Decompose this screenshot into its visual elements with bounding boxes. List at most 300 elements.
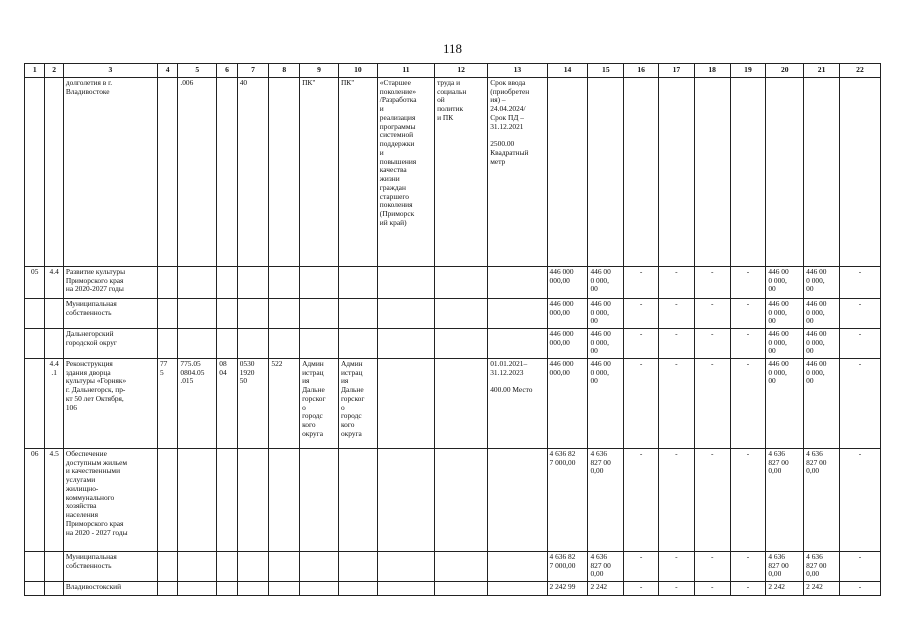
cell-col-14 — [547, 552, 588, 582]
cell-text: - — [639, 582, 643, 591]
cell-col-19 — [730, 582, 766, 596]
cell-text: - — [710, 329, 714, 338]
cell-col-17 — [659, 552, 695, 582]
cell-col-7 — [237, 359, 269, 449]
cell-col-12 — [435, 329, 488, 359]
cell-col-11 — [377, 552, 434, 582]
cell-text: Дальнегорский городской округ — [65, 329, 117, 347]
cell-col-10 — [338, 552, 377, 582]
cell-col-18 — [694, 299, 730, 329]
cell-text: 0530 1920 50 — [239, 359, 255, 386]
cell-col-3 — [63, 582, 157, 596]
cell-col-17 — [659, 299, 695, 329]
cell-col-9 — [300, 359, 339, 449]
cell-col-6 — [217, 299, 237, 329]
cell-col-5 — [178, 78, 217, 267]
cell-col-21 — [804, 299, 840, 329]
cell-col-5 — [178, 329, 217, 359]
column-number-9: 9 — [300, 64, 339, 78]
cell-col-5 — [178, 449, 217, 552]
cell-col-15 — [588, 582, 624, 596]
cell-text: - — [675, 449, 678, 458]
cell-text: - — [858, 359, 862, 368]
cell-col-15 — [588, 449, 624, 552]
cell-col-17 — [659, 267, 695, 299]
cell-col-5 — [178, 582, 217, 596]
column-number-10: 10 — [338, 64, 377, 78]
cell-text: Админ истрац ия Дальне горског о городс кого округа — [340, 359, 365, 438]
cell-col-12 — [435, 582, 488, 596]
cell-col-20 — [766, 78, 804, 267]
cell-col-3 — [63, 78, 157, 267]
cell-col-10 — [338, 267, 377, 299]
column-number-17: 17 — [659, 64, 695, 78]
cell-text: 4.5 — [49, 449, 59, 458]
cell-col-18 — [694, 329, 730, 359]
cell-col-15 — [588, 78, 624, 267]
cell-col-15 — [588, 329, 624, 359]
cell-col-20 — [766, 329, 804, 359]
cell-col-3 — [63, 267, 157, 299]
cell-text: Муниципальная собственность — [65, 552, 117, 570]
cell-col-11 — [377, 329, 434, 359]
column-number-2: 2 — [45, 64, 63, 78]
cell-col-20 — [766, 582, 804, 596]
column-number-6: 6 — [217, 64, 237, 78]
column-number-20: 20 — [766, 64, 804, 78]
cell-col-8 — [269, 299, 300, 329]
cell-col-16 — [624, 449, 659, 552]
cell-text: Владивостокский — [65, 582, 122, 591]
cell-col-6 — [217, 329, 237, 359]
cell-text: - — [858, 552, 862, 561]
cell-col-21 — [804, 329, 840, 359]
cell-col-14 — [547, 449, 588, 552]
cell-text: 775.05 0804.05 .015 — [180, 359, 205, 386]
cell-text: - — [675, 582, 678, 591]
cell-text: - — [746, 552, 750, 561]
cell-text: - — [746, 449, 750, 458]
cell-col-19 — [730, 359, 766, 449]
cell-col-13 — [488, 359, 547, 449]
cell-col-4 — [157, 449, 177, 552]
cell-text: 446 00 0 000, 00 — [806, 299, 827, 326]
cell-text: 4.4 — [49, 267, 59, 276]
cell-col-14 — [547, 329, 588, 359]
cell-col-7 — [237, 267, 269, 299]
cell-text: 4 636 82 7 000,00 — [549, 552, 576, 570]
cell-text: 4 636 827 00 0,00 — [806, 449, 827, 476]
cell-text: 446 00 0 000, 00 — [806, 267, 827, 294]
cell-text: - — [710, 552, 714, 561]
cell-text: 2 242 — [768, 582, 785, 591]
cell-text: - — [746, 359, 750, 368]
cell-col-1 — [25, 582, 45, 596]
cell-text: - — [746, 267, 750, 276]
cell-col-20 — [766, 552, 804, 582]
cell-col-2 — [45, 552, 63, 582]
cell-text: 2 242 99 — [549, 582, 576, 591]
cell-text: - — [858, 582, 862, 591]
cell-col-18 — [694, 582, 730, 596]
cell-text: - — [675, 552, 678, 561]
cell-text: 4.4 .1 — [49, 359, 59, 377]
cell-col-14 — [547, 299, 588, 329]
cell-col-16 — [624, 78, 659, 267]
cell-text: 40 — [239, 78, 248, 87]
cell-text: - — [675, 329, 678, 338]
cell-col-14 — [547, 267, 588, 299]
cell-col-7 — [237, 329, 269, 359]
cell-col-22 — [839, 329, 880, 359]
row-4-5-vladivostok — [25, 582, 881, 596]
cell-col-2 — [45, 78, 63, 267]
header-row — [25, 64, 881, 78]
cell-text: 446 000 000,00 — [549, 359, 574, 377]
cell-col-5 — [178, 359, 217, 449]
cell-col-8 — [269, 552, 300, 582]
cell-col-13 — [488, 552, 547, 582]
cell-col-15 — [588, 359, 624, 449]
column-number-3: 3 — [63, 64, 157, 78]
cell-col-9 — [300, 449, 339, 552]
cell-col-3 — [63, 449, 157, 552]
cell-col-4 — [157, 267, 177, 299]
cell-col-2 — [45, 359, 63, 449]
cell-text: - — [746, 582, 750, 591]
cell-col-10 — [338, 449, 377, 552]
cell-text: - — [639, 299, 643, 308]
cell-text: 446 00 0 000, 00 — [806, 359, 827, 386]
cell-text: 4 636 827 00 0,00 — [590, 552, 611, 579]
cell-col-7 — [237, 299, 269, 329]
cell-col-10 — [338, 359, 377, 449]
cell-col-22 — [839, 449, 880, 552]
page-number: 118 — [442, 41, 463, 56]
cell-text: 446 00 0 000, 00 — [768, 267, 789, 294]
cell-text: труда и социальн ой политик и ПК — [437, 78, 467, 122]
cell-col-17 — [659, 582, 695, 596]
cell-col-21 — [804, 449, 840, 552]
cell-col-9 — [300, 299, 339, 329]
cell-col-19 — [730, 78, 766, 267]
cell-col-21 — [804, 359, 840, 449]
row-4-4-1 — [25, 359, 881, 449]
program-table — [24, 63, 881, 596]
cell-text: - — [639, 329, 643, 338]
cell-col-14 — [547, 582, 588, 596]
cell-col-10 — [338, 329, 377, 359]
cell-col-15 — [588, 267, 624, 299]
cell-col-11 — [377, 449, 434, 552]
cell-col-6 — [217, 552, 237, 582]
cell-text: 2 242 — [590, 582, 608, 591]
cell-col-19 — [730, 449, 766, 552]
cell-col-4 — [157, 78, 177, 267]
cell-text: .006 — [180, 78, 194, 87]
cell-col-13 — [488, 449, 547, 552]
cell-col-22 — [839, 267, 880, 299]
cell-col-13 — [488, 299, 547, 329]
cell-col-3 — [63, 329, 157, 359]
cell-col-1 — [25, 299, 45, 329]
cell-col-21 — [804, 552, 840, 582]
cell-col-16 — [624, 552, 659, 582]
cell-text: 446 000 000,00 — [549, 299, 574, 317]
cell-col-8 — [269, 78, 300, 267]
row-4-5 — [25, 449, 881, 552]
cell-text: - — [746, 299, 750, 308]
row-4-4 — [25, 267, 881, 299]
cell-text: - — [639, 552, 643, 561]
cell-col-18 — [694, 267, 730, 299]
cell-text: 77 5 — [159, 359, 168, 377]
cell-text: Обеспечение доступным жильем и качественными услугами жилищно- коммунального хозяйства населения Приморского края на 2020 - 2027 годы — [65, 449, 128, 537]
cell-col-1 — [25, 78, 45, 267]
cell-col-9 — [300, 329, 339, 359]
cell-col-18 — [694, 78, 730, 267]
cell-text: Срок ввода (приобретен ия) – 24.04.2024/ Срок ПД – 31.12.2021 2500.00 Квадратный метр — [490, 78, 530, 166]
cell-col-16 — [624, 359, 659, 449]
cell-col-22 — [839, 299, 880, 329]
cell-col-16 — [624, 582, 659, 596]
cell-col-1 — [25, 552, 45, 582]
cell-text: - — [710, 299, 714, 308]
cell-text: 2 242 — [806, 582, 823, 591]
cell-text: - — [858, 267, 862, 276]
cell-col-4 — [157, 299, 177, 329]
cell-col-19 — [730, 552, 766, 582]
cell-col-5 — [178, 299, 217, 329]
cell-col-12 — [435, 78, 488, 267]
cell-col-1 — [25, 267, 45, 299]
cell-col-2 — [45, 299, 63, 329]
cell-col-13 — [488, 78, 547, 267]
cell-col-19 — [730, 329, 766, 359]
cell-col-19 — [730, 299, 766, 329]
cell-col-7 — [237, 449, 269, 552]
cell-text: «Старшее поколение» /Разработка и реализация программы системной поддержки и повышения качества жизни граждан старшего поколения (Приморск ий край) — [379, 78, 417, 227]
cell-col-10 — [338, 299, 377, 329]
cell-col-2 — [45, 449, 63, 552]
cell-text: 446 00 0 000, 00 — [806, 329, 827, 356]
cell-text: 05 — [31, 267, 39, 276]
cell-text: - — [858, 329, 862, 338]
cell-col-12 — [435, 552, 488, 582]
cell-col-22 — [839, 582, 880, 596]
cell-text: 4 636 827 00 0,00 — [590, 449, 611, 476]
cell-col-22 — [839, 359, 880, 449]
cell-text: 4 636 82 7 000,00 — [549, 449, 576, 467]
cell-text: Админ истрац ия Дальне горског о городс кого округа — [302, 359, 326, 438]
cell-col-12 — [435, 359, 488, 449]
cell-col-13 — [488, 267, 547, 299]
cell-text: 01.01.2021– 31.12.2023 400.00 Место — [490, 359, 533, 395]
cell-col-15 — [588, 299, 624, 329]
cell-col-14 — [547, 359, 588, 449]
cell-col-9 — [300, 582, 339, 596]
cell-text: Муниципальная собственность — [65, 299, 117, 317]
cell-col-9 — [300, 78, 339, 267]
cell-col-18 — [694, 552, 730, 582]
column-number-21: 21 — [804, 64, 840, 78]
cell-text: ПК" — [340, 78, 355, 87]
cell-text: 08 04 — [219, 359, 227, 377]
cell-col-5 — [178, 267, 217, 299]
cell-col-1 — [25, 329, 45, 359]
column-number-12: 12 — [435, 64, 488, 78]
cell-col-3 — [63, 359, 157, 449]
cell-text: - — [675, 267, 678, 276]
cell-col-6 — [217, 359, 237, 449]
cell-col-20 — [766, 267, 804, 299]
cell-col-8 — [269, 267, 300, 299]
column-number-11: 11 — [377, 64, 434, 78]
column-number-16: 16 — [624, 64, 659, 78]
cell-text: Развитие культуры Приморского края на 2020-2027 годы — [65, 267, 126, 294]
cell-text: - — [675, 359, 678, 368]
cell-text: - — [710, 449, 714, 458]
row-4-4-municipal — [25, 299, 881, 329]
cell-col-13 — [488, 329, 547, 359]
cell-text: - — [710, 359, 714, 368]
cell-col-21 — [804, 267, 840, 299]
cell-col-17 — [659, 359, 695, 449]
cell-col-9 — [300, 267, 339, 299]
cell-col-16 — [624, 299, 659, 329]
cell-text: долголетия в г. Владивостоке — [65, 78, 113, 96]
cell-col-21 — [804, 78, 840, 267]
column-number-8: 8 — [269, 64, 300, 78]
column-number-4: 4 — [157, 64, 177, 78]
cell-col-4 — [157, 359, 177, 449]
column-number-18: 18 — [694, 64, 730, 78]
cell-col-10 — [338, 582, 377, 596]
cell-col-11 — [377, 359, 434, 449]
cell-col-11 — [377, 299, 434, 329]
cell-text: 446 00 0 000, 00 — [590, 329, 611, 356]
cell-text: 446 00 0 000, 00 — [768, 359, 789, 386]
cell-text: Реконструкция здания дворца культуры «Горняк» г. Дальнегорск, пр- кт 50 лет Октября, 106 — [65, 359, 127, 412]
cell-col-6 — [217, 582, 237, 596]
cell-text: - — [639, 267, 643, 276]
cell-text: 4 636 827 00 0,00 — [806, 552, 827, 579]
row-4-5-municipal — [25, 552, 881, 582]
cell-col-7 — [237, 552, 269, 582]
cell-col-19 — [730, 267, 766, 299]
cell-col-8 — [269, 329, 300, 359]
cell-col-6 — [217, 267, 237, 299]
cell-text: 4 636 827 00 0,00 — [768, 449, 789, 476]
cell-col-16 — [624, 267, 659, 299]
cell-text: - — [746, 329, 750, 338]
cell-text: 4 636 827 00 0,00 — [768, 552, 789, 579]
table-body — [25, 64, 881, 596]
cell-col-4 — [157, 329, 177, 359]
column-number-15: 15 — [588, 64, 624, 78]
cell-text: 446 00 0 000, 00 — [768, 329, 789, 356]
cell-col-16 — [624, 329, 659, 359]
cell-text: 522 — [271, 359, 283, 368]
cell-text: - — [675, 299, 678, 308]
cell-text: 446 00 0 000, 00 — [768, 299, 789, 326]
cell-col-22 — [839, 78, 880, 267]
column-number-22: 22 — [839, 64, 880, 78]
column-number-5: 5 — [178, 64, 217, 78]
cell-col-20 — [766, 449, 804, 552]
cell-text: - — [858, 449, 862, 458]
cell-text: - — [710, 582, 714, 591]
column-number-19: 19 — [730, 64, 766, 78]
cell-col-4 — [157, 582, 177, 596]
cell-col-17 — [659, 449, 695, 552]
cell-col-20 — [766, 359, 804, 449]
cell-col-17 — [659, 329, 695, 359]
cell-text: - — [639, 449, 643, 458]
cell-col-11 — [377, 267, 434, 299]
cell-col-6 — [217, 449, 237, 552]
cell-col-3 — [63, 552, 157, 582]
cell-col-1 — [25, 449, 45, 552]
column-number-7: 7 — [237, 64, 269, 78]
cell-text: 446 000 000,00 — [549, 267, 574, 285]
cell-col-4 — [157, 552, 177, 582]
cell-text: 446 000 000,00 — [549, 329, 574, 347]
cell-text: 446 00 0 000, 00 — [590, 359, 611, 386]
row-continuation — [25, 78, 881, 267]
cell-col-20 — [766, 299, 804, 329]
cell-col-2 — [45, 329, 63, 359]
cell-col-22 — [839, 552, 880, 582]
cell-col-8 — [269, 359, 300, 449]
cell-col-2 — [45, 267, 63, 299]
cell-text: 446 00 0 000, 00 — [590, 299, 611, 326]
cell-col-5 — [178, 552, 217, 582]
cell-text: - — [639, 359, 643, 368]
cell-col-8 — [269, 449, 300, 552]
cell-col-8 — [269, 582, 300, 596]
cell-text: 06 — [31, 449, 39, 458]
cell-text: - — [858, 299, 862, 308]
cell-col-11 — [377, 78, 434, 267]
cell-col-15 — [588, 552, 624, 582]
cell-col-7 — [237, 78, 269, 267]
cell-col-11 — [377, 582, 434, 596]
cell-col-13 — [488, 582, 547, 596]
cell-col-3 — [63, 299, 157, 329]
column-number-1: 1 — [25, 64, 45, 78]
cell-text: - — [710, 267, 714, 276]
cell-col-17 — [659, 78, 695, 267]
cell-text: ПК" — [302, 78, 316, 87]
cell-col-2 — [45, 582, 63, 596]
cell-col-21 — [804, 582, 840, 596]
cell-col-18 — [694, 359, 730, 449]
cell-col-9 — [300, 552, 339, 582]
cell-col-12 — [435, 449, 488, 552]
cell-col-1 — [25, 359, 45, 449]
cell-col-18 — [694, 449, 730, 552]
cell-text: 446 00 0 000, 00 — [590, 267, 611, 294]
cell-col-10 — [338, 78, 377, 267]
cell-col-6 — [217, 78, 237, 267]
cell-col-12 — [435, 299, 488, 329]
column-number-14: 14 — [547, 64, 588, 78]
cell-col-7 — [237, 582, 269, 596]
row-4-4-dalnegorsk — [25, 329, 881, 359]
cell-col-12 — [435, 267, 488, 299]
cell-col-14 — [547, 78, 588, 267]
